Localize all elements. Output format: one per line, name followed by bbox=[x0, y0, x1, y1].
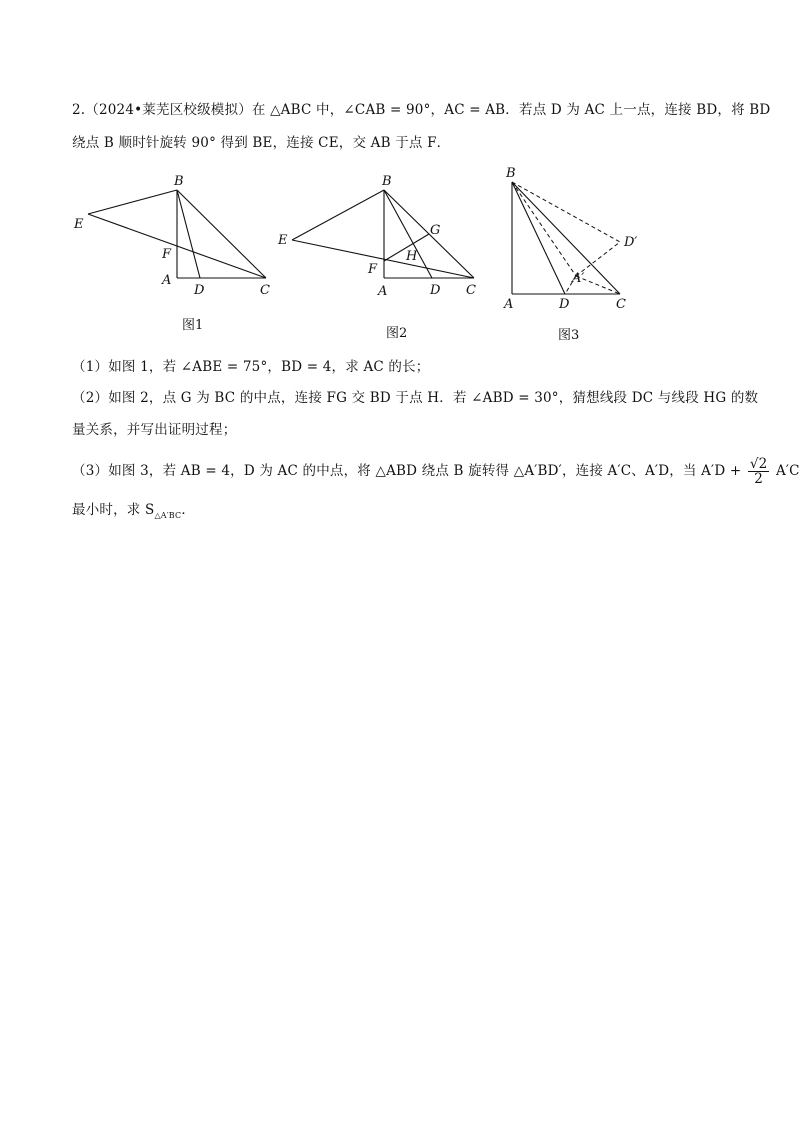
segment-BE bbox=[88, 190, 177, 214]
label-E: E bbox=[278, 233, 288, 248]
label-B: B bbox=[382, 174, 392, 189]
segment-BD bbox=[512, 182, 565, 294]
label-C: C bbox=[466, 283, 476, 298]
question-3-text-d: ． bbox=[181, 502, 196, 518]
label-A: A bbox=[504, 297, 514, 312]
segment-BE bbox=[292, 190, 384, 240]
question-3-text-b: A′C bbox=[775, 463, 800, 479]
segment-BD bbox=[177, 190, 200, 278]
label-D: D bbox=[194, 283, 205, 298]
label-E: E bbox=[74, 217, 84, 232]
label-A-prime: A′ bbox=[572, 271, 585, 286]
problem-line-2: 绕点 B 顺时针旋转 90° 得到 BE，连接 CE，交 AB 于点 F． bbox=[72, 135, 451, 151]
question-3-line-1 bbox=[72, 456, 800, 486]
label-A: A bbox=[378, 284, 388, 299]
fraction-denominator: 2 bbox=[754, 471, 764, 487]
label-D: D bbox=[430, 283, 441, 298]
question-1: （1）如图 1，若 ∠ABE = 75°，BD = 4，求 AC 的长； bbox=[72, 359, 430, 375]
label-C: C bbox=[260, 283, 270, 298]
segment-BD bbox=[384, 190, 432, 278]
figure-3-diagram bbox=[496, 164, 666, 314]
label-G: G bbox=[430, 223, 441, 238]
figure-2-diagram bbox=[274, 168, 494, 298]
question-3-line-2 bbox=[72, 500, 195, 526]
fraction-numerator: √2 bbox=[749, 456, 768, 472]
figure-2-caption: 图2 bbox=[386, 326, 408, 341]
question-2-line-1: （2）如图 2，点 G 为 BC 的中点，连接 FG 交 BD 于点 H．若 ∠ABD = 30°，猜想线段 DC 与线段 HG 的数 bbox=[72, 390, 759, 406]
segment-EC bbox=[292, 240, 474, 278]
label-F: F bbox=[368, 262, 378, 277]
label-A: A bbox=[162, 273, 172, 288]
segment-BC bbox=[512, 182, 620, 294]
problem-line-1: 2.（2024•莱芜区校级模拟）在 △ABC 中，∠CAB = 90°，AC = AB．若点 D 为 AC 上一点，连接 BD，将 BD bbox=[72, 102, 771, 118]
question-2-line-2: 量关系，并写出证明过程； bbox=[72, 422, 237, 438]
label-C: C bbox=[616, 297, 626, 312]
label-F: F bbox=[162, 247, 172, 262]
label-B: B bbox=[174, 174, 184, 189]
figure-1-diagram bbox=[70, 168, 290, 298]
label-B: B bbox=[506, 166, 516, 181]
segment-BC bbox=[177, 190, 266, 278]
question-3-text-a: （3）如图 3，若 AB = 4，D 为 AC 的中点，将 △ABD 绕点 B 旋转得 △A′BD′，连接 A′C、A′D，当 A′D + bbox=[72, 463, 742, 479]
area-subscript: △A′BC bbox=[154, 511, 182, 520]
label-H: H bbox=[406, 249, 418, 264]
figure-1 bbox=[70, 168, 290, 333]
label-D: D bbox=[559, 297, 570, 312]
figure-3-caption: 图3 bbox=[558, 328, 580, 343]
label-D-prime: D′ bbox=[624, 235, 638, 250]
question-3-text-c: 最小时，求 S bbox=[72, 502, 155, 518]
segment-BDp bbox=[512, 182, 620, 242]
fraction-sqrt2-over-2 bbox=[748, 457, 770, 486]
figure-1-caption: 图1 bbox=[182, 318, 204, 333]
figure-2 bbox=[274, 168, 494, 341]
segment-BAp bbox=[512, 182, 576, 276]
figure-3 bbox=[496, 164, 666, 343]
